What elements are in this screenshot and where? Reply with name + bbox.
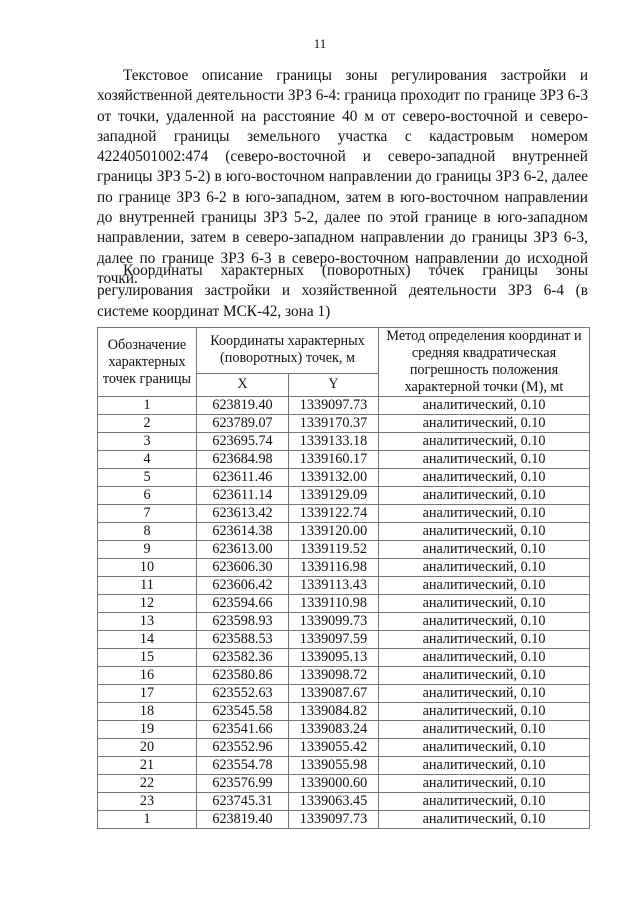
table-row [98, 559, 590, 577]
table-row [98, 415, 590, 433]
x-cell: 623613.00 [197, 541, 289, 559]
point-cell: 3 [98, 433, 197, 451]
table-row [98, 487, 590, 505]
table-row [98, 523, 590, 541]
point-cell: 1 [98, 397, 197, 415]
method-cell: аналитический, 0.10 [379, 667, 590, 685]
method-cell: аналитический, 0.10 [379, 613, 590, 631]
y-cell: 1339129.09 [289, 487, 379, 505]
table-row [98, 397, 590, 415]
y-cell: 1339099.73 [289, 613, 379, 631]
method-cell: аналитический, 0.10 [379, 631, 590, 649]
point-cell: 22 [98, 775, 197, 793]
method-cell: аналитический, 0.10 [379, 451, 590, 469]
x-cell: 623606.42 [197, 577, 289, 595]
table-row [98, 613, 590, 631]
method-cell: аналитический, 0.10 [379, 505, 590, 523]
table-row [98, 469, 590, 487]
method-cell: аналитический, 0.10 [379, 775, 590, 793]
y-cell: 1339097.59 [289, 631, 379, 649]
y-cell: 1339098.72 [289, 667, 379, 685]
y-cell: 1339116.98 [289, 559, 379, 577]
y-cell: 1339160.17 [289, 451, 379, 469]
y-cell: 1339087.67 [289, 685, 379, 703]
method-cell: аналитический, 0.10 [379, 757, 590, 775]
x-cell: 623745.31 [197, 793, 289, 811]
table-row [98, 811, 590, 829]
table-row [98, 577, 590, 595]
method-cell: аналитический, 0.10 [379, 397, 590, 415]
y-cell: 1339122.74 [289, 505, 379, 523]
x-cell: 623819.40 [197, 397, 289, 415]
coordinates-caption-paragraph: Координаты характерных (поворотных) точек границы зоны регулирования застройки и хозяйственной деятельности ЗРЗ 6-4 (в системе координат МСК-42, зона 1) [97, 262, 588, 320]
point-cell: 6 [98, 487, 197, 505]
header-method: Метод определения координат и средняя квадратическая погрешность положения характерной точки (М), мt [379, 328, 590, 397]
point-cell: 15 [98, 649, 197, 667]
y-cell: 1339120.00 [289, 523, 379, 541]
point-cell: 4 [98, 451, 197, 469]
point-cell: 21 [98, 757, 197, 775]
method-cell: аналитический, 0.10 [379, 487, 590, 505]
x-cell: 623594.66 [197, 595, 289, 613]
header-x: X [197, 373, 289, 396]
x-cell: 623588.53 [197, 631, 289, 649]
table-row [98, 793, 590, 811]
x-cell: 623541.66 [197, 721, 289, 739]
header-coordinates: Координаты характерных (поворотных) точек, м [197, 328, 379, 374]
method-cell: аналитический, 0.10 [379, 721, 590, 739]
table-row [98, 721, 590, 739]
boundary-description-paragraph: Текстовое описание границы зоны регулирования застройки и хозяйственной деятельности ЗРЗ 6-4: граница проходит по границе ЗРЗ 6-3 от точки, удаленной на расстояние 40 м от северо-восточной и северо-западной границы земельного участка с кадастровым номером 42240501002:474 (северо-восточной и северо-западной внутренней границы ЗРЗ 5-2) в юго-восточном направлении до границы ЗРЗ 6-2, далее по границе ЗРЗ 6-2 в юго-западном, затем в юго-восточном направлении до внутренней границы ЗРЗ 5-2, далее по этой границе в юго-западном направлении, затем в северо-западном направлении до границы ЗРЗ 6-3, далее по границе ЗРЗ 6-3 в северо-восточном направлении до исходной точки. [97, 67, 588, 287]
table-row [98, 775, 590, 793]
point-cell: 13 [98, 613, 197, 631]
x-cell: 623684.98 [197, 451, 289, 469]
y-cell: 1339095.13 [289, 649, 379, 667]
point-cell: 9 [98, 541, 197, 559]
method-cell: аналитический, 0.10 [379, 793, 590, 811]
coordinates-table-body [98, 397, 590, 829]
x-cell: 623580.86 [197, 667, 289, 685]
x-cell: 623695.74 [197, 433, 289, 451]
y-cell: 1339110.98 [289, 595, 379, 613]
table-row [98, 451, 590, 469]
y-cell: 1339063.45 [289, 793, 379, 811]
header-point-designation: Обозначение характерных точек границы [98, 328, 197, 397]
method-cell: аналитический, 0.10 [379, 469, 590, 487]
y-cell: 1339097.73 [289, 397, 379, 415]
point-cell: 18 [98, 703, 197, 721]
y-cell: 1339170.37 [289, 415, 379, 433]
y-cell: 1339055.98 [289, 757, 379, 775]
y-cell: 1339083.24 [289, 721, 379, 739]
x-cell: 623611.46 [197, 469, 289, 487]
y-cell: 1339084.82 [289, 703, 379, 721]
table-row [98, 703, 590, 721]
point-cell: 10 [98, 559, 197, 577]
point-cell: 14 [98, 631, 197, 649]
header-y: Y [289, 373, 379, 396]
point-cell: 20 [98, 739, 197, 757]
point-cell: 19 [98, 721, 197, 739]
table-row [98, 757, 590, 775]
method-cell: аналитический, 0.10 [379, 811, 590, 829]
table-row [98, 739, 590, 757]
method-cell: аналитический, 0.10 [379, 595, 590, 613]
point-cell: 7 [98, 505, 197, 523]
method-cell: аналитический, 0.10 [379, 685, 590, 703]
y-cell: 1339132.00 [289, 469, 379, 487]
x-cell: 623552.63 [197, 685, 289, 703]
x-cell: 623582.36 [197, 649, 289, 667]
x-cell: 623606.30 [197, 559, 289, 577]
point-cell: 8 [98, 523, 197, 541]
point-cell: 17 [98, 685, 197, 703]
table-row [98, 541, 590, 559]
point-cell: 11 [98, 577, 197, 595]
method-cell: аналитический, 0.10 [379, 433, 590, 451]
coordinates-table-header [98, 328, 590, 397]
point-cell: 23 [98, 793, 197, 811]
method-cell: аналитический, 0.10 [379, 523, 590, 541]
table-row [98, 667, 590, 685]
x-cell: 623613.42 [197, 505, 289, 523]
x-cell: 623614.38 [197, 523, 289, 541]
point-cell: 12 [98, 595, 197, 613]
table-row [98, 433, 590, 451]
y-cell: 1339055.42 [289, 739, 379, 757]
x-cell: 623598.93 [197, 613, 289, 631]
table-row [98, 631, 590, 649]
table-row [98, 505, 590, 523]
y-cell: 1339119.52 [289, 541, 379, 559]
x-cell: 623554.78 [197, 757, 289, 775]
point-cell: 1 [98, 811, 197, 829]
method-cell: аналитический, 0.10 [379, 415, 590, 433]
x-cell: 623789.07 [197, 415, 289, 433]
method-cell: аналитический, 0.10 [379, 739, 590, 757]
coordinates-table [97, 327, 590, 829]
method-cell: аналитический, 0.10 [379, 577, 590, 595]
y-cell: 1339000.60 [289, 775, 379, 793]
method-cell: аналитический, 0.10 [379, 559, 590, 577]
x-cell: 623611.14 [197, 487, 289, 505]
table-row [98, 685, 590, 703]
method-cell: аналитический, 0.10 [379, 541, 590, 559]
x-cell: 623819.40 [197, 811, 289, 829]
y-cell: 1339113.43 [289, 577, 379, 595]
point-cell: 16 [98, 667, 197, 685]
page-number: 11 [313, 36, 327, 51]
method-cell: аналитический, 0.10 [379, 703, 590, 721]
y-cell: 1339133.18 [289, 433, 379, 451]
point-cell: 5 [98, 469, 197, 487]
table-row [98, 649, 590, 667]
table-row [98, 595, 590, 613]
y-cell: 1339097.73 [289, 811, 379, 829]
x-cell: 623576.99 [197, 775, 289, 793]
x-cell: 623552.96 [197, 739, 289, 757]
x-cell: 623545.58 [197, 703, 289, 721]
method-cell: аналитический, 0.10 [379, 649, 590, 667]
point-cell: 2 [98, 415, 197, 433]
